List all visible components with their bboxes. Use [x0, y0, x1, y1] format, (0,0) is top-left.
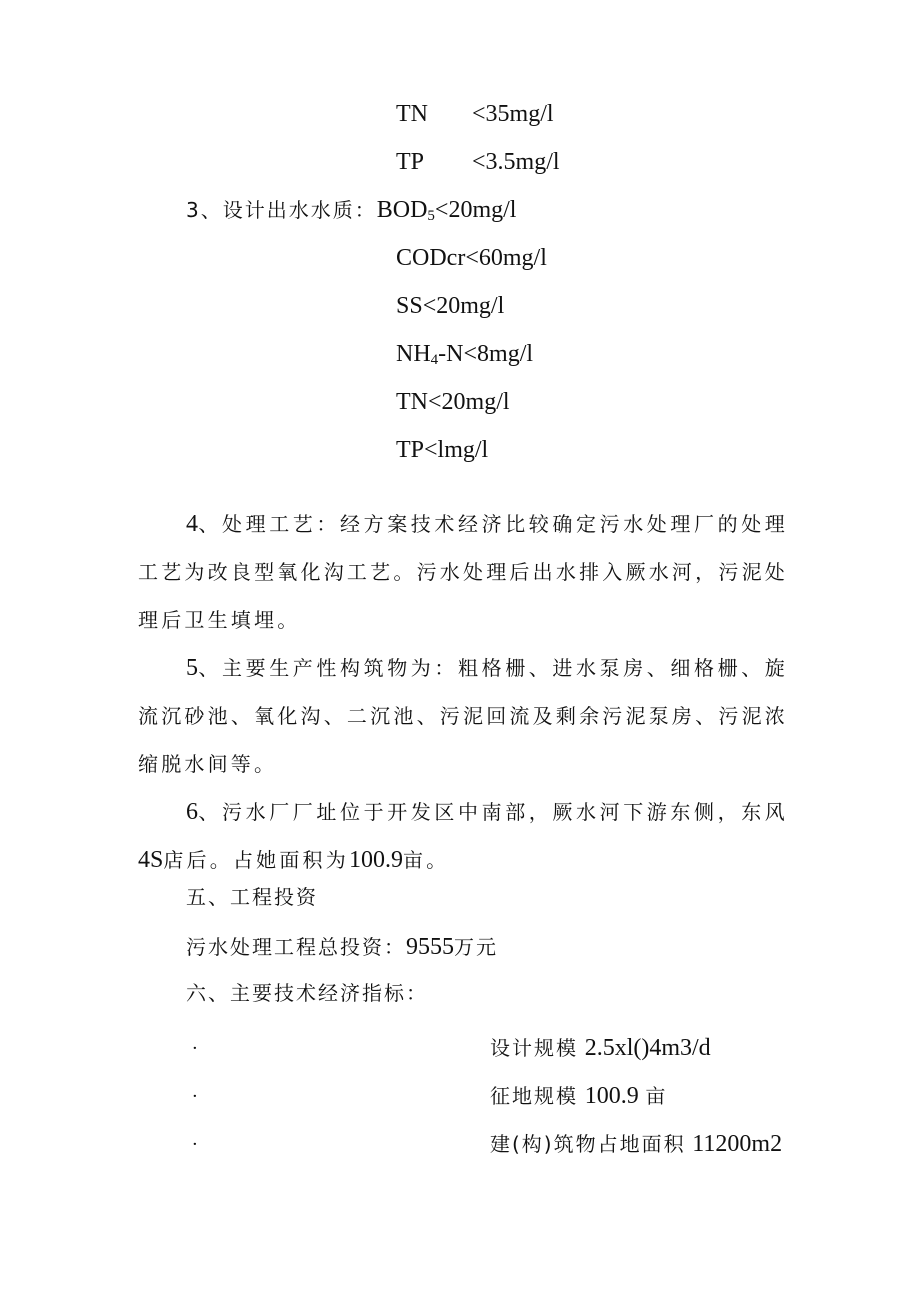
influent-tp-label: TP [396, 149, 425, 175]
bullet-marker: · [192, 1086, 198, 1107]
effluent-ss: SS<20mg/l [396, 293, 505, 319]
item-5-paragraph: 5、主要生产性构筑物为：粗格栅、进水泵房、细格栅、旋流沉砂池、氧化沟、二沉池、污泥回流及剩余污泥泵房、污泥浓缩脱水间等。 [138, 655, 788, 776]
influent-tn-value: <35mg/l [472, 101, 554, 127]
indicator-design-scale: 设计规模 2.5xl()4m3/d [490, 1035, 711, 1061]
influent-tn-label: TN [396, 101, 428, 127]
section-6-heading: 六、主要技术经济指标： [186, 981, 428, 1005]
effluent-tn: TN<20mg/l [396, 389, 510, 415]
bullet-marker: · [192, 1038, 198, 1059]
item-4-paragraph: 4、处理工艺：经方案技术经济比较确定污水处理厂的处理工艺为改良型氧化沟工艺。污水处理后出水排入厥水河，污泥处理后卫生填埋。 [138, 511, 788, 632]
effluent-heading-label: 3、设计出水水质： [186, 198, 377, 222]
indicator-land-scale: 征地规模 100.9 亩 [490, 1083, 668, 1109]
influent-tp-value: <3.5mg/l [472, 149, 560, 175]
effluent-codcr: CODcr<60mg/l [396, 245, 547, 271]
effluent-heading [186, 198, 516, 224]
effluent-bod: $BOD_5<20mg/l$ [376, 197, 517, 224]
effluent-nh4n: $NH_4-N<8mg/l$ [396, 341, 534, 368]
indicator-building-area: 建(构)筑物占地面积 11200m2 [490, 1131, 783, 1157]
bullet-marker: · [192, 1134, 198, 1155]
section-5-heading: 五、工程投资 [186, 885, 318, 909]
item-6-paragraph: 6、污水厂厂址位于开发区中南部，厥水河下游东侧，东风4S店后。占她面积为100.9亩。 [138, 799, 788, 873]
effluent-tp: TP<lmg/l [396, 437, 489, 463]
investment-total: 污水处理工程总投资：9555万元 [186, 934, 498, 960]
